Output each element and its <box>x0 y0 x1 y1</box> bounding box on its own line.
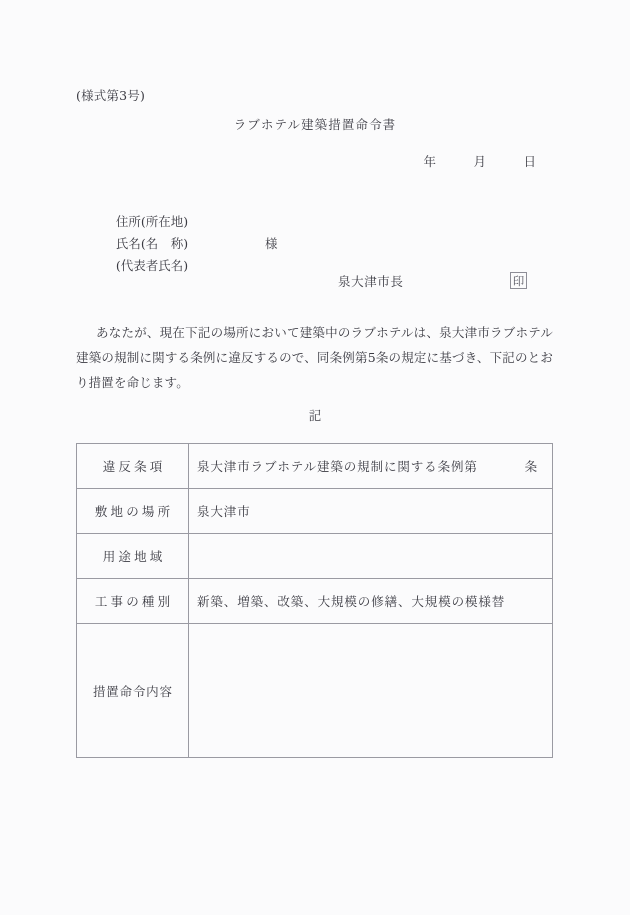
table-row-value-text: 新築、増築、改築、大規模の修繕、大規模の模様替 <box>197 594 506 609</box>
table-row-value-text: 泉大津市 <box>197 504 251 519</box>
addressee-representative-label: (代表者氏名) <box>115 258 189 273</box>
addressee-representative-row <box>92 233 278 273</box>
addressee-block <box>92 189 278 273</box>
addressee-honorific: 様 <box>265 236 278 251</box>
section-marker: 記 <box>308 408 322 423</box>
date-line: 年 月 日 <box>423 154 536 169</box>
form-number: (様式第3号) <box>76 88 146 103</box>
addressee-name-label: 氏名(名 称) <box>115 236 189 251</box>
addressee-address-row <box>92 189 189 229</box>
page-title: ラブホテル建築措置命令書 <box>233 117 397 132</box>
table-row <box>77 624 553 758</box>
body-paragraph: あなたが、現在下記の場所において建築中のラブホテルは、泉大津市ラブホテル建築の規制に関する条例に違反するので、同条例第5条の規定に基づき、下記のとおり措置を命じます。 <box>76 325 553 390</box>
addressee-name-row <box>92 211 189 251</box>
seal-icon: 印 <box>510 272 527 289</box>
addressee-address-label: 住所(所在地) <box>115 214 189 229</box>
table-row-label: 措置命令内容 <box>77 624 189 758</box>
table-row-value-text: 泉大津市ラブホテル建築の規制に関する条例第 <box>197 459 478 474</box>
table-row-label: 工事の種別 <box>77 579 189 624</box>
table-row <box>77 579 553 624</box>
table-row-label: 敷地の場所 <box>77 489 189 534</box>
issuer-title: 泉大津市長 <box>338 274 404 289</box>
table-row-value[interactable] <box>189 624 553 758</box>
table-row-label: 違反条項 <box>77 444 189 489</box>
table-row-value[interactable] <box>189 444 553 489</box>
table-row-value[interactable] <box>189 579 553 624</box>
table-row <box>77 444 553 489</box>
table-row-label: 用途地域 <box>77 534 189 579</box>
table-row-value-trailing: 条 <box>524 459 538 474</box>
table-row <box>77 534 553 579</box>
order-details-table <box>76 443 553 758</box>
table-row-value[interactable] <box>189 534 553 579</box>
table-row-value[interactable] <box>189 489 553 534</box>
table-row <box>77 489 553 534</box>
